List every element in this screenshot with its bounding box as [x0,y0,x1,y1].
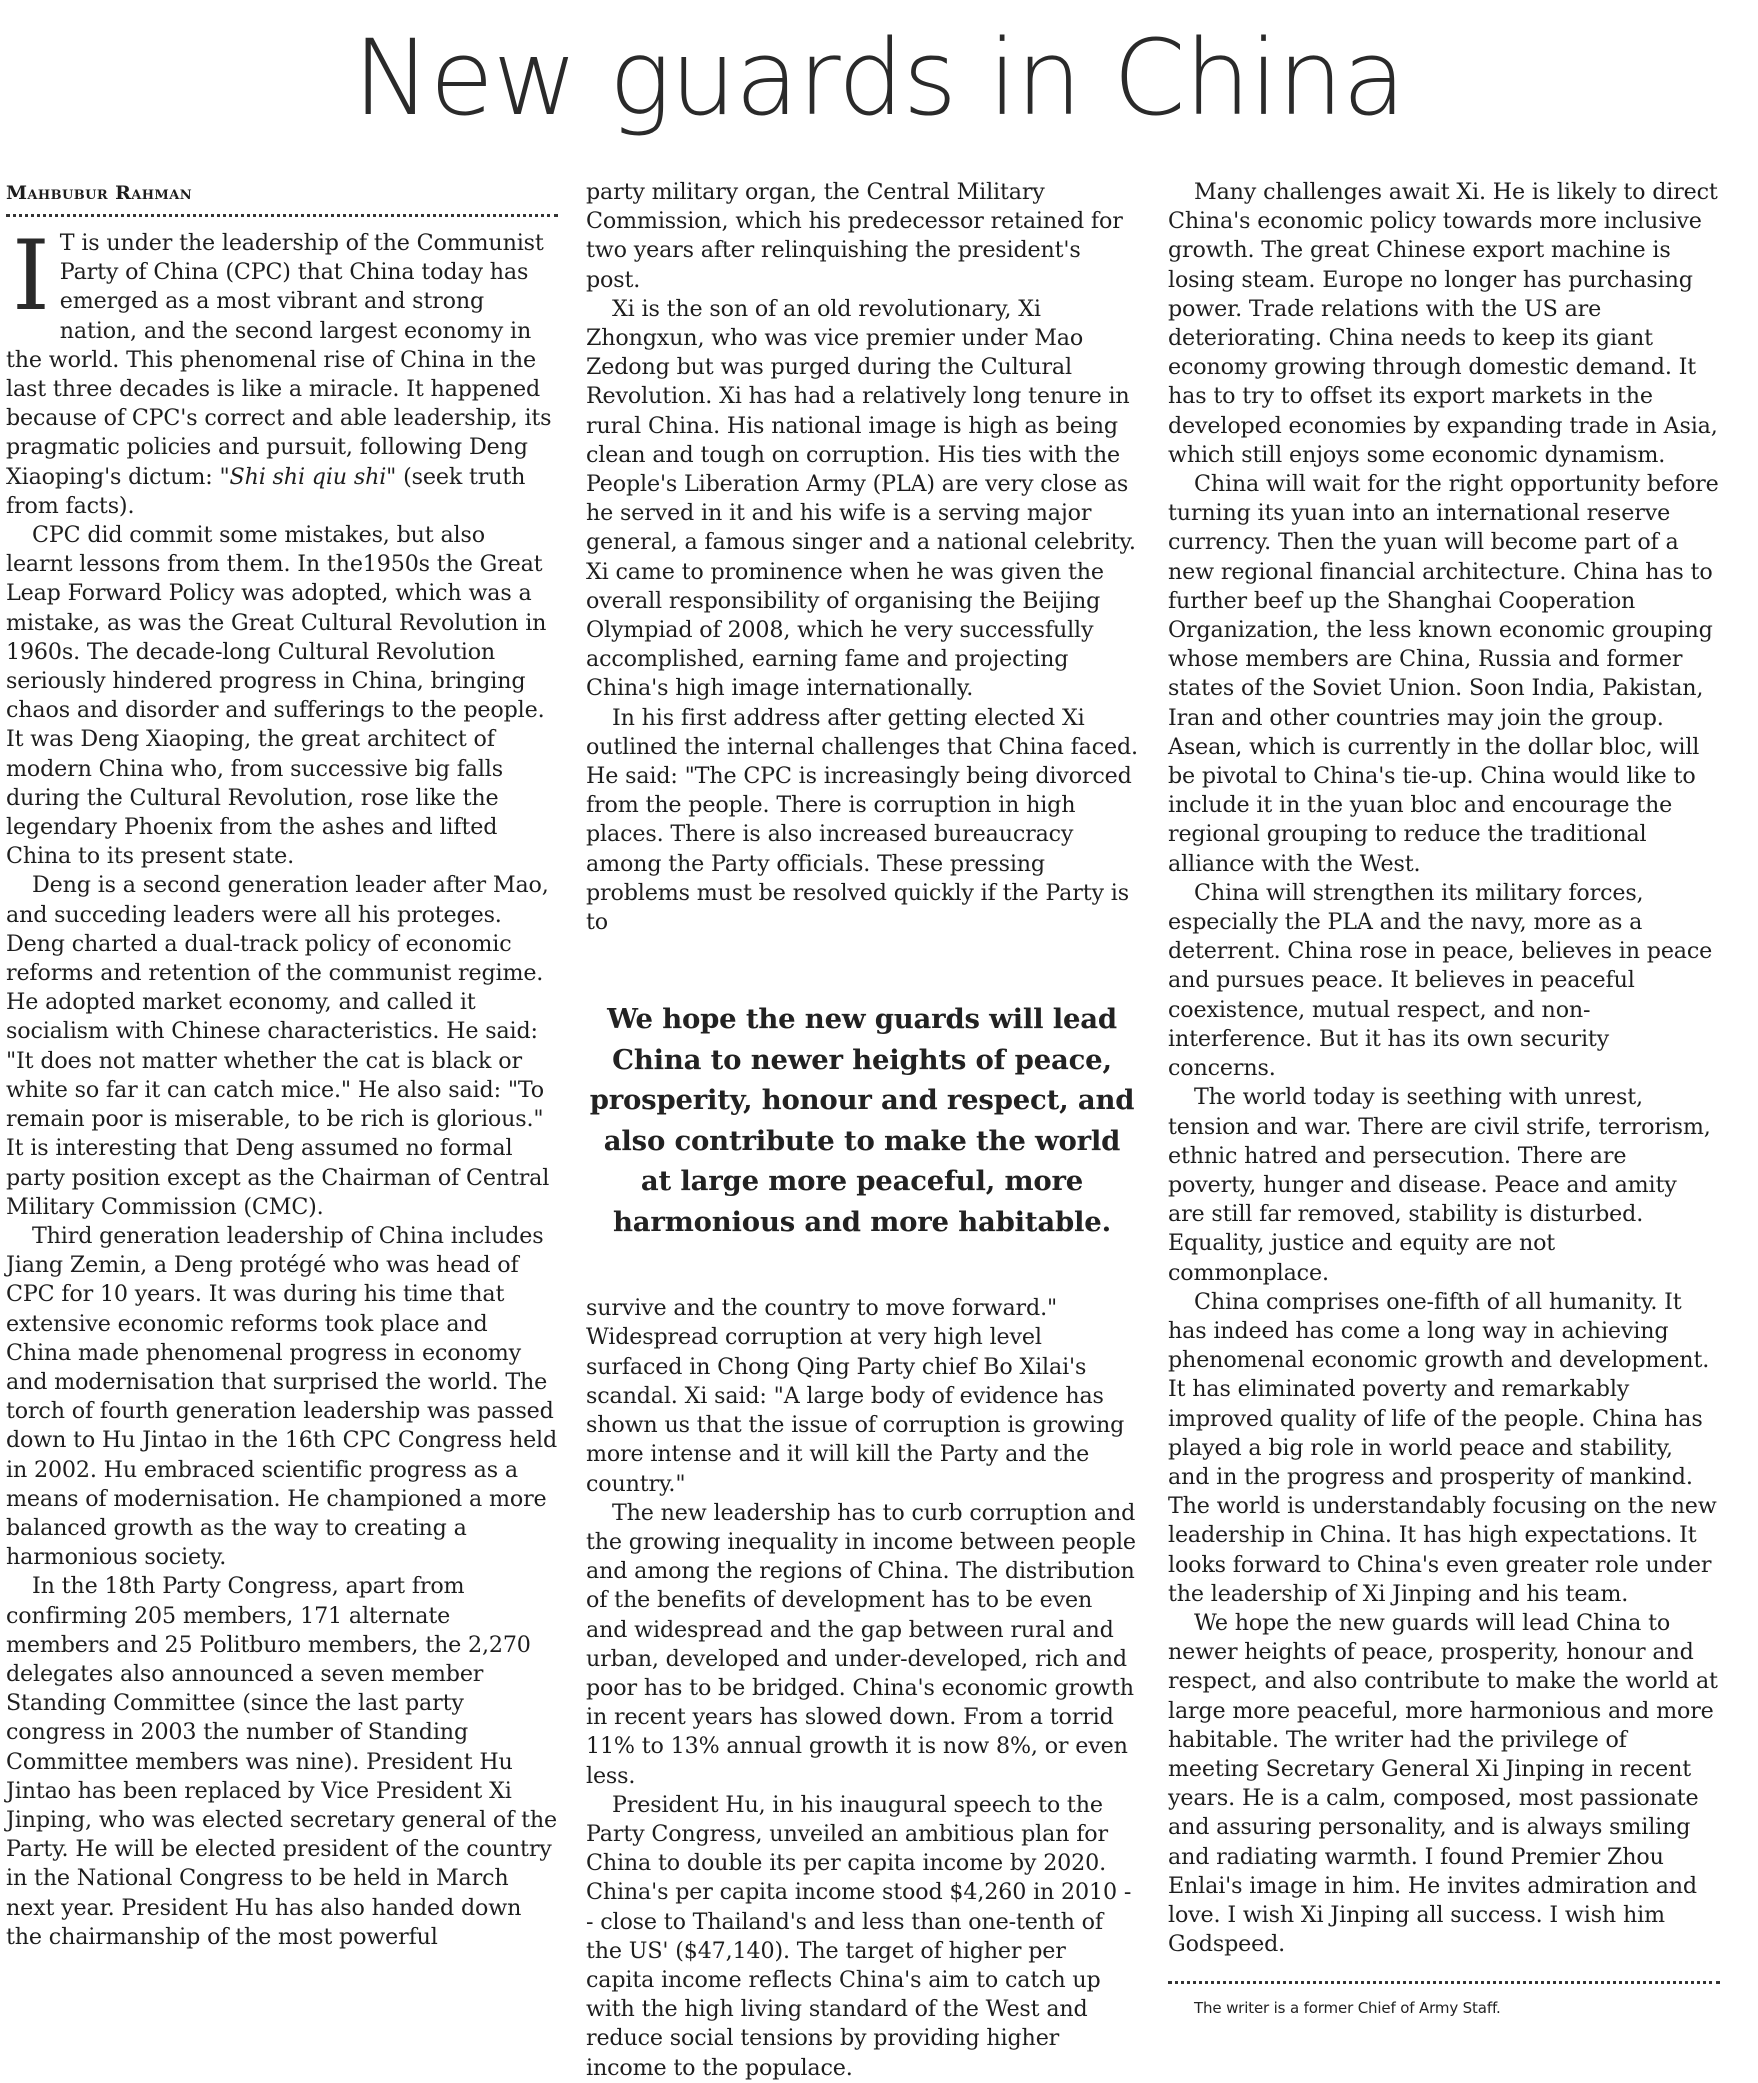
paragraph: In the 18th Party Congress, apart from confirming 205 members, 171 alternate members and 25 Politburo members, the 2,270 delegates also announced a seven member Standing Committee (since the last party congress in 2003 the number of Standing Committee members was nine). President Hu Jintao has been replaced by Vice President Xi Jinping, who was elected secretary general of the Party. He will be elected president of the country in the National Congress to be held in March next year. President Hu has also handed down the chairmanship of the most powerful [6,1573,557,1950]
drop-cap: I [12,220,50,332]
byline: Mahbubur Rahman [6,182,192,204]
paragraph: China comprises one-fifth of all humanity. It has indeed has come a long way in achieving phenomenal economic growth and development. It has eliminated poverty and remarkably improved quality of life of the people. China has played a big role in world peace and stability, and in the progress and prosperity of mankind. The world is understandably focusing on the new leadership in China. It has high expectations. It looks forward to China's even greater role under the leadership of Xi Jinping and his team. [1168,1288,1717,1607]
paragraph: President Hu, in his inaugural speech to the Party Congress, unveiled an ambitious plan for China to double its per capita income by 2020. China's per capita income stood $4,260 in 2010 -- close to Thailand's and less than one-tenth of the US' ($47,140). The target of higher per capita income reflects China's aim to catch up with the high living standard of the West and reduce social tensions by providing higher income to the populace. [586,1791,1132,2081]
paragraph: The world today is seething with unrest, tension and war. There are civil strife, terrorism, ethnic hatred and persecution. There are poverty, hunger and disease. Peace and amity are still far removed, stability is disturbed. Equality, justice and equity are not commonplace. [1168,1084,1711,1286]
paragraph: Many challenges await Xi. He is likely to direct China's economic policy towards more inclusive growth. The great Chinese export machine is losing steam. Europe no longer has purchasing power. Trade relations with the US are deteriorating. China needs to keep its giant economy growing through domestic demand. It has to try to offset its export markets in the developed economies by expanding trade in Asia, which still enjoys some economic dynamism. [1168,179,1718,468]
paragraph: We hope the new guards will lead China to newer heights of peace, prosperity, honour and respect, and also contribute to make the world at large more peaceful, more harmonious and more habitable. The writer had the privilege of meeting Secretary General Xi Jinping in recent years. He is a calm, composed, most passionate and assuring personality, and is always smiling and radiating warmth. I found Premier Zhou Enlai's image in him. He invites admiration and love. I wish Xi Jinping all success. I wish him Godspeed. [1168,1609,1718,1958]
footnote-divider [1168,1981,1720,1984]
article-column-3 [1168,178,1720,2018]
paragraph: CPC did commit some mistakes, but also learnt lessons from them. In the1950s the Great Leap Forward Policy was adopted, which was a mistake, as was the Great Cultural Revolution in 1960s. The decade-long Cultural Revolution seriously hindered progress in China, bringing chaos and disorder and sufferings to the people. It was Deng Xiaoping, the great architect of modern China who, from successive big falls during the Cultural Revolution, rose like the legendary Phoenix from the ashes and lifted China to its present state. [6,522,547,870]
paragraph: Deng is a second generation leader after Mao, and succeding leaders were all his proteges. Deng charted a dual-track policy of economic reforms and retention of the communist regime. He adopted market economy, and called it socialism with Chinese characteristics. He said: "It does not matter whether the cat is black or white so far it can catch mice." He also said: "To remain poor is miserable, to be rich is glorious." It is interesting that Deng assumed no formal party position except as the Chairman of Central Military Commission (CMC). [6,872,550,1220]
author-footnote: The writer is a former Chief of Army Staff. [1194,1999,1501,2018]
intro-text: T is under the leadership of the Communist Party of China (CPC) that China today has emerged as a most vibrant and strong nation, and the second largest economy in the world. This phenomenal rise of China in the last three decades is like a miracle. It happened because of CPC's correct and able leadership, its pragmatic policies and pursuit, following Deng Xiaoping's dictum: [6,230,552,490]
intro-quote: "Shi shi qiu shi" [219,463,397,490]
intro-tail: (seek truth from facts). [6,463,526,519]
paragraph: China will strengthen its military forces, especially the PLA and the navy, more as a deterrent. China rose in peace, believes in peace and pursues peace. It believes in peaceful coexistence, mutual respect, and non-interference. But it has its own security concerns. [1168,879,1713,1082]
paragraph: The new leadership has to curb corruption and the growing inequality in income between people and among the regions of China. The distribution of the benefits of development has to be even and widespread and the gap between rural and urban, developed and under-developed, rich and poor has to be bridged. China's economic growth in recent years has slowed down. From a torrid 11% to 13% annual growth it is now 8%, or even less. [586,1499,1136,1789]
article-column-1 [6,178,558,1952]
headline: New guards in China [352,17,1406,139]
byline-divider [6,214,558,217]
pull-quote: We hope the new guards will lead China to newer heights of peace, prosperity, honour and respect, and also contribute to make the world at large more peaceful, more harmonious and more habitable. [589,1003,1135,1238]
paragraph-intro [6,220,558,521]
paragraph: party military organ, the Central Military Commission, which his predecessor retained for two years after relinquishing the president's post. [586,179,1123,293]
paragraph: Xi is the son of an old revolutionary, Xi Zhongxun, who was vice premier under Mao Zedong but was purged during the Cultural Revolution. Xi has had a relatively long tenure in rural China. His national image is high as being clean and tough on corruption. His ties with the People's Liberation Army (PLA) are very close as he served in it and his wife is a serving major general, a famous singer and a national celebrity. Xi came to prominence when he was given the overall responsibility of organising the Beijing Olympiad of 2008, which he very successfully accomplished, earning fame and projecting China's high image internationally. [586,295,1136,702]
paragraph: survive and the country to move forward." Widespread corruption at very high level surfaced in Chong Qing Party chief Bo Xilai's scandal. Xi said: "A large body of evidence has shown us that the issue of corruption is growing more intense and it will kill the Party and the country." [586,1295,1125,1497]
paragraph: In his first address after getting elected Xi outlined the internal challenges that China faced. He said: "The CPC is increasingly being divorced from the people. There is corruption in high places. There is also increased bureaucracy among the Party officials. These pressing problems must be resolved quickly if the Party is to [586,704,1138,936]
paragraph: Third generation leadership of China includes Jiang Zemin, a Deng protégé who was head of CPC for 10 years. It was during his time that extensive economic reforms took place and China made phenomenal progress in economy and modernisation that surprised the world. The torch of fourth generation leadership was passed down to Hu Jintao in the 16th CPC Congress held in 2002. Hu embraced scientific progress as a means of modernisation. He championed a more balanced growth as the way to creating a harmonious society. [6,1222,558,1571]
article-column-2 [586,178,1138,2083]
paragraph: China will wait for the right opportunity before turning its yuan into an international reserve currency. Then the yuan will become part of a new regional financial architecture. China has to further beef up the Shanghai Cooperation Organization, the less known economic grouping whose members are China, Russia and former states of the Soviet Union. Soon India, Pakistan, Iran and other countries may join the group. Asean, which is currently in the dollar bloc, will be pivotal to China's tie-up. China would like to include it in the yuan bloc and encourage the regional grouping to reduce the traditional alliance with the West. [1168,471,1719,877]
